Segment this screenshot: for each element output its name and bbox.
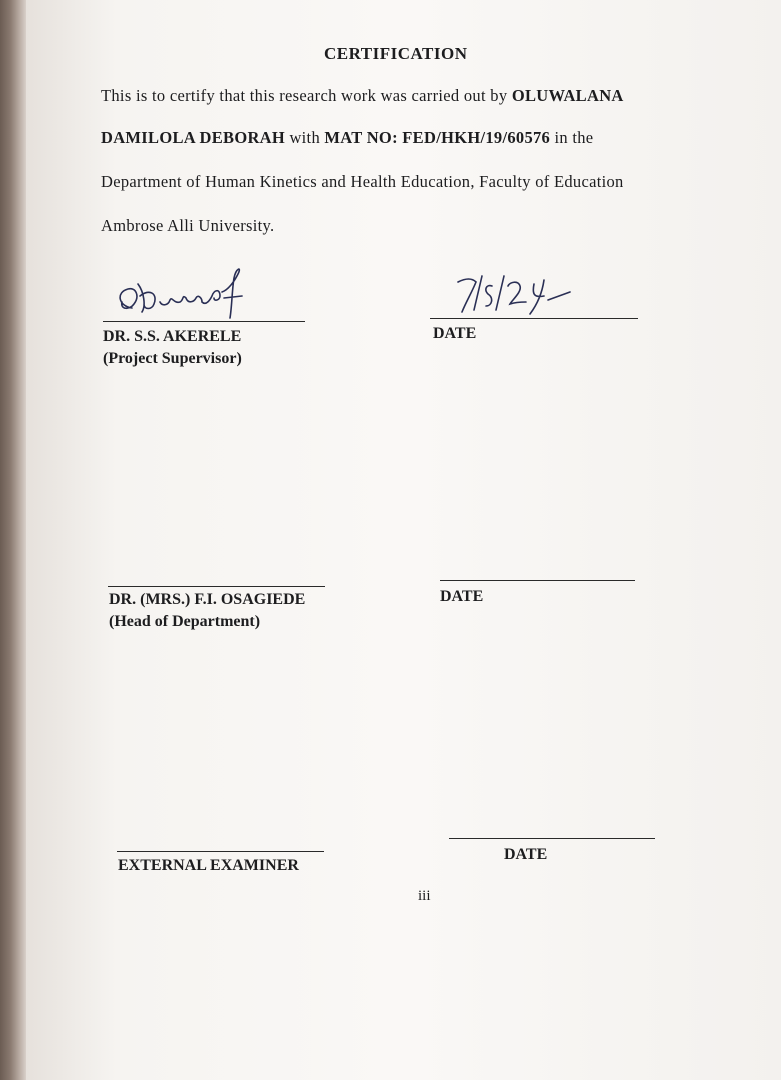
hod-date-line [440,580,635,581]
hod-role: (Head of Department) [109,613,261,630]
matric-number: MAT NO: FED/HKH/19/60576 [324,128,551,147]
paragraph-line-3: Department of Human Kinetics and Health Education, Faculty of Education [101,172,624,191]
paragraph-line-2 [101,128,593,148]
supervisor-signature [110,262,280,326]
supervisor-handwritten-date [452,270,592,320]
supervisor-role: (Project Supervisor) [103,350,242,367]
paragraph-line-2-text-a: with [285,128,325,147]
book-binding-edge [0,0,26,1080]
paragraph-line-1-text: This is to certify that this research work was carried out by [101,86,512,105]
student-surname: OLUWALANA [511,86,624,105]
page-title: CERTIFICATION [324,44,468,63]
paragraph-line-1 [101,86,624,106]
supervisor-date-line [430,318,638,319]
supervisor-date-label: DATE [433,325,477,342]
external-signature-line [117,851,324,852]
external-date-line [449,838,655,839]
document-page [26,0,781,1080]
supervisor-signature-line [103,321,305,322]
student-given-names: DAMILOLA DEBORAH [101,128,286,147]
external-date-label: DATE [504,846,548,863]
page-number: iii [418,888,431,904]
hod-name: DR. (MRS.) F.I. OSAGIEDE [109,591,306,608]
hod-date-label: DATE [440,588,484,605]
paragraph-line-4: Ambrose Alli University. [101,216,275,235]
external-examiner-label: EXTERNAL EXAMINER [118,857,299,874]
hod-signature-line [108,586,325,587]
supervisor-name: DR. S.S. AKERELE [103,328,242,345]
paragraph-line-2-text-b: in the [550,128,594,147]
